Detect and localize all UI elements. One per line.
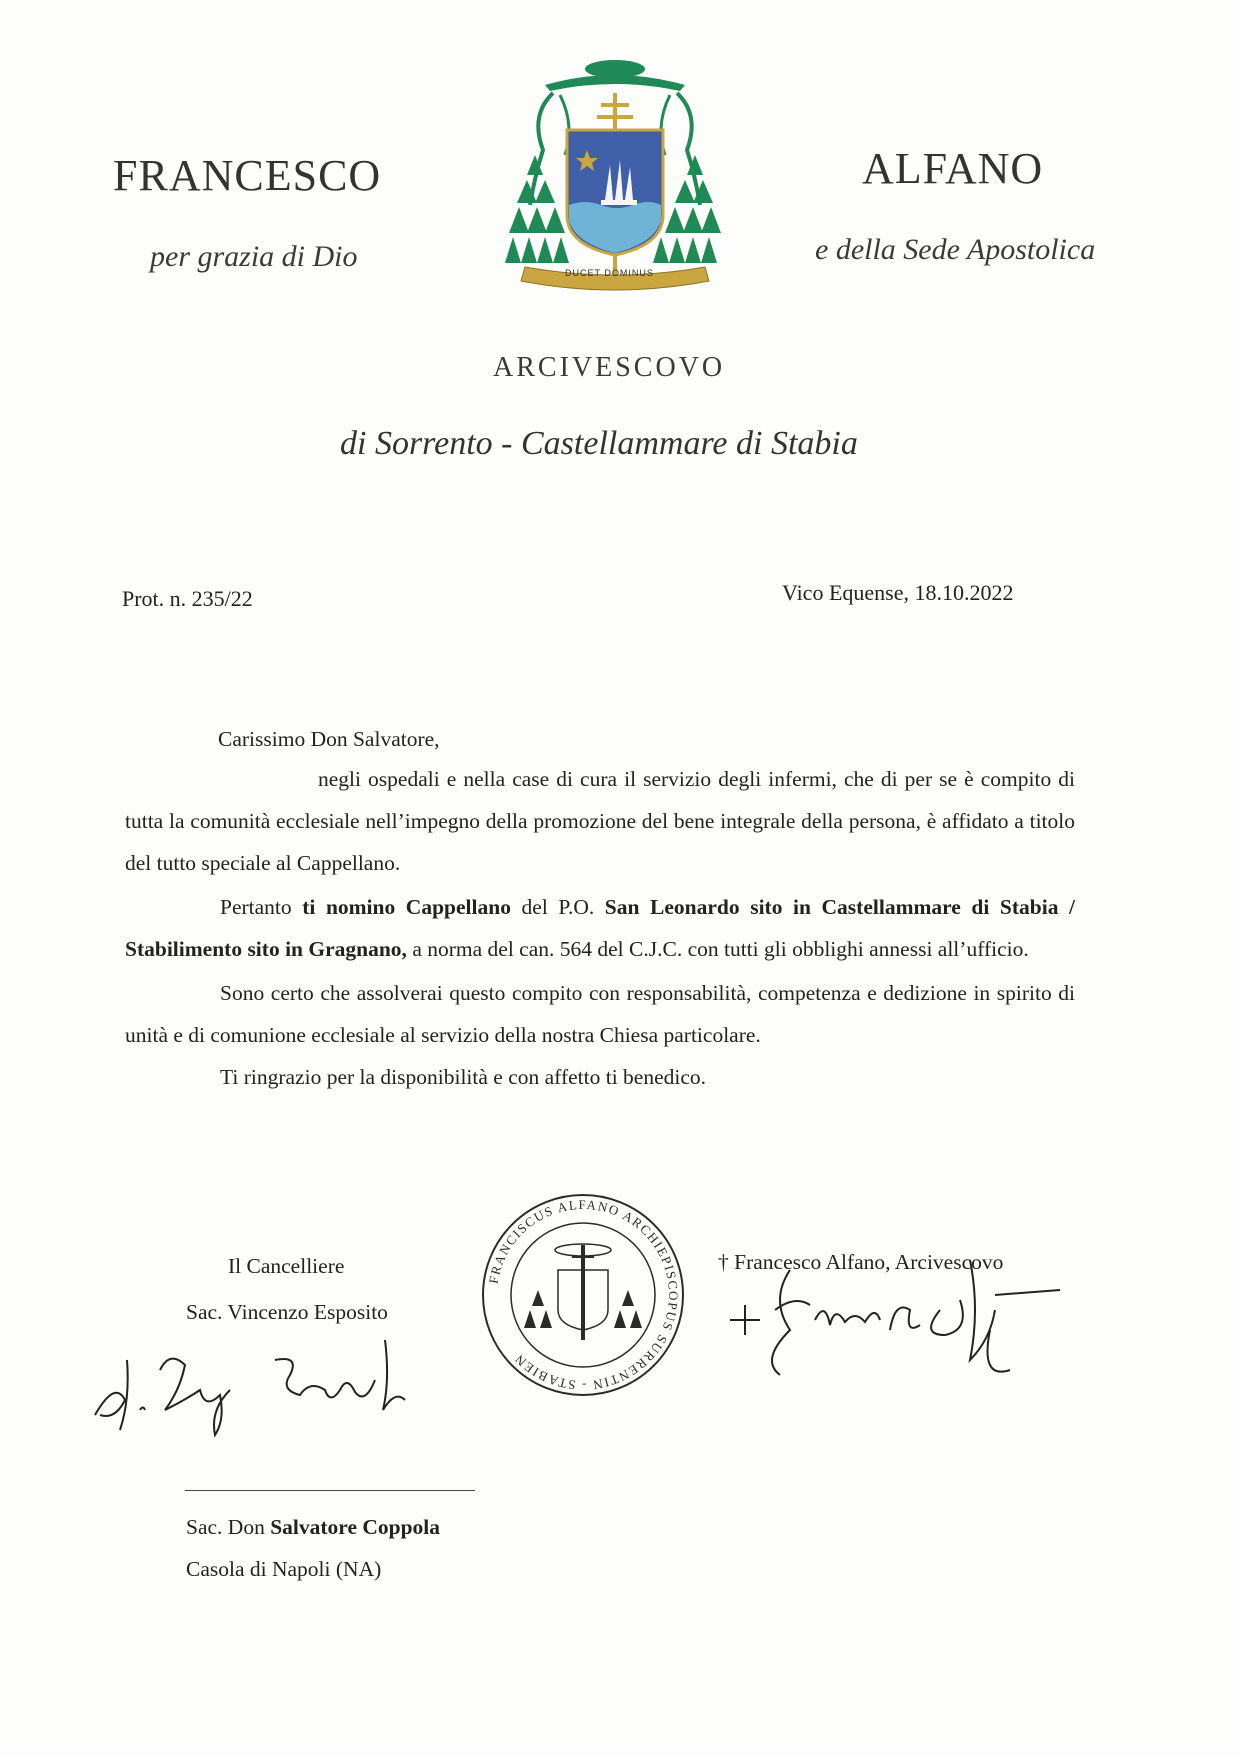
- header-grace-right: e della Sede Apostolica: [815, 233, 1096, 266]
- p2-text-c: del P.O.: [510, 895, 605, 919]
- salutation: Carissimo Don Salvatore,: [218, 727, 440, 751]
- chancellor-role: Il Cancelliere: [228, 1254, 345, 1278]
- header-name-left: FRANCESCO: [113, 151, 382, 200]
- recipient-name: [186, 1515, 440, 1540]
- recipient-place: Casola di Napoli (NA): [186, 1557, 382, 1581]
- recipient-divider: [185, 1490, 475, 1491]
- archbishop-seal-icon: [478, 1190, 688, 1400]
- page-title: ARCIVESCOVO: [493, 352, 726, 383]
- recipient-name-bold: Salvatore Coppola: [270, 1515, 441, 1539]
- p2-bold-location: San Leonardo sito in Castellammare di Stabia / Stabilimento sito in Gragnano,: [125, 895, 1075, 961]
- seal-ring-text: FRANCISCUS ALFANO ARCHIEPISCOPUS SURRENTIN - STABIEN: [485, 1196, 682, 1394]
- place-date: Vico Equense, 18.10.2022: [782, 580, 1014, 605]
- chancellor-name: Sac. Vincenzo Esposito: [186, 1300, 388, 1324]
- paragraph-1: negli ospedali e nella case di cura il servizio degli infermi, che di per se è compito di tutta la comunità ecclesiale nell’impegno della promozione del bene integrale della persona, è affidato a titolo del tutto speciale al Cappellano.: [125, 767, 1075, 875]
- recipient-prefix: Sac. Don: [186, 1515, 271, 1539]
- paragraph-4: Ti ringrazio per la disponibilità e con affetto ti benedico.: [220, 1065, 707, 1089]
- paragraph-2: [125, 886, 1075, 970]
- archbishop-signature-icon: [720, 1250, 1080, 1390]
- p2-text-a: Pertanto: [220, 895, 303, 919]
- page-subtitle: di Sorrento - Castellammare di Stabia: [340, 425, 858, 462]
- p2-text-e: a norma del can. 564 del C.J.C. con tutti gli obblighi annessi all’ufficio.: [406, 937, 1029, 961]
- header-grace-left: per grazia di Dio: [150, 240, 358, 273]
- protocol-number: Prot. n. 235/22: [122, 586, 253, 611]
- chancellor-signature-icon: [85, 1320, 445, 1440]
- archbishop-signature-line: † Francesco Alfano, Arcivescovo: [718, 1250, 1004, 1274]
- p2-bold-appointment: ti nomino Cappellano: [302, 895, 511, 919]
- header-name-right: ALFANO: [862, 144, 1044, 193]
- coat-motto: DUCET DOMINUS: [565, 268, 654, 278]
- paragraph-3: Sono certo che assolverai questo compito con responsabilità, competenza e dedizione in spirito di unità e di comunione ecclesiale al servizio della nostra Chiesa particolare.: [125, 981, 1075, 1047]
